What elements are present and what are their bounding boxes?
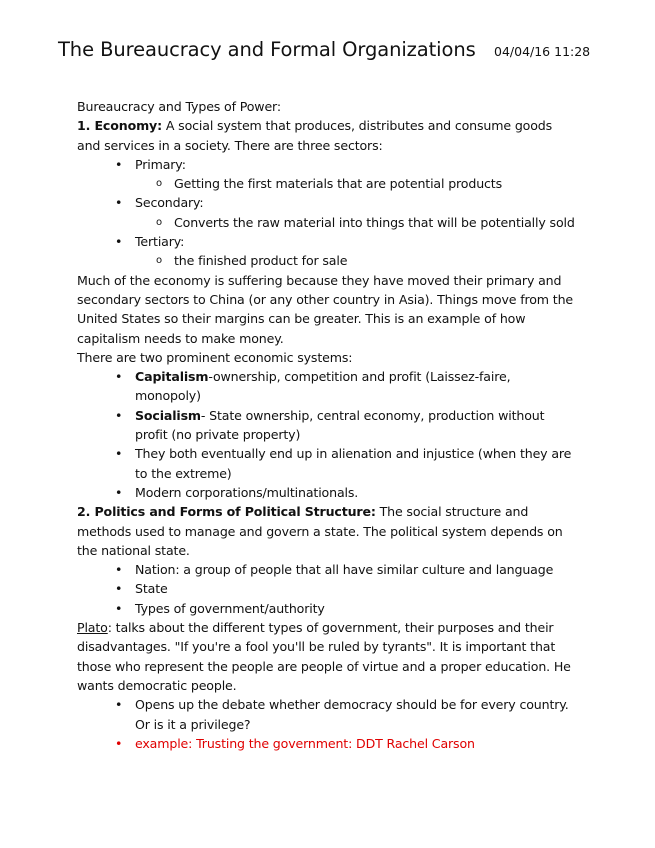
sub-list-item: o Getting the first materials that are potential products — [77, 174, 577, 193]
term-definition: -ownership, competition and profit (Laissez-faire, monopoly) — [135, 369, 511, 404]
list-item: • Tertiary: — [77, 232, 577, 251]
sub-list-item: o Converts the raw material into things that will be potentially sold — [77, 213, 577, 232]
list-item — [77, 406, 577, 445]
list-item: • Nation: a group of people that all have similar culture and language — [77, 560, 577, 579]
note-body — [77, 97, 577, 753]
list-item: • Modern corporations/multinationals. — [77, 483, 577, 502]
list-item: • Types of government/authority — [77, 599, 577, 618]
plato-paragraph — [77, 618, 577, 695]
intro-line: Bureaucracy and Types of Power: — [77, 99, 281, 114]
economy-commentary: Much of the economy is suffering because they have moved their primary and secondary sectors to China (or any other country in Asia). Things move from the United States so their margins can be greater. This is an example of how capitalism needs to make money. — [77, 272, 573, 346]
timestamp: 04/04/16 11:28 — [494, 44, 591, 59]
politics-heading: 2. Politics and Forms of Political Structure: — [77, 504, 376, 520]
politics-paragraph — [77, 502, 577, 560]
list-item: • State — [77, 579, 577, 598]
list-item: • Opens up the debate whether democracy should be for every country. Or is it a privilege? — [77, 695, 577, 734]
politics-definition: The social structure and methods used to manage and govern a state. The political system depends on the national state. — [77, 504, 563, 558]
term: Capitalism — [135, 369, 209, 385]
economy-paragraph — [77, 116, 577, 155]
term: Socialism — [135, 407, 201, 423]
page-title: The Bureaucracy and Formal Organizations — [58, 38, 476, 61]
systems-intro: There are two prominent economic systems: — [77, 349, 353, 365]
list-item: • Secondary: — [77, 193, 577, 212]
list-item — [77, 367, 577, 406]
term-definition: - State ownership, central economy, production without profit (no private property) — [135, 407, 545, 443]
example-item: • example: Trusting the government: DDT Rachel Carson — [77, 734, 577, 753]
plato-list — [77, 695, 577, 753]
economy-definition: A social system that produces, distributes and consume goods and services in a society. There are three sectors: — [77, 118, 553, 153]
politics-list — [77, 560, 577, 618]
economy-heading: 1. Economy: — [77, 118, 162, 134]
list-item: • They both eventually end up in alienation and injustice (when they are to the extreme) — [77, 444, 577, 483]
sub-list-item: o the finished product for sale — [77, 251, 577, 270]
sector-list — [77, 155, 577, 271]
systems-list — [77, 367, 577, 502]
plato-text: : talks about the different types of government, their purposes and their disadvantages. "If you're a fool you'll be ruled by tyrants". It is important that those who represent the people are people of virtue and a proper education. He wants democratic people. — [77, 620, 571, 693]
list-item: • Primary: — [77, 155, 577, 174]
plato-label: Plato — [77, 620, 108, 636]
